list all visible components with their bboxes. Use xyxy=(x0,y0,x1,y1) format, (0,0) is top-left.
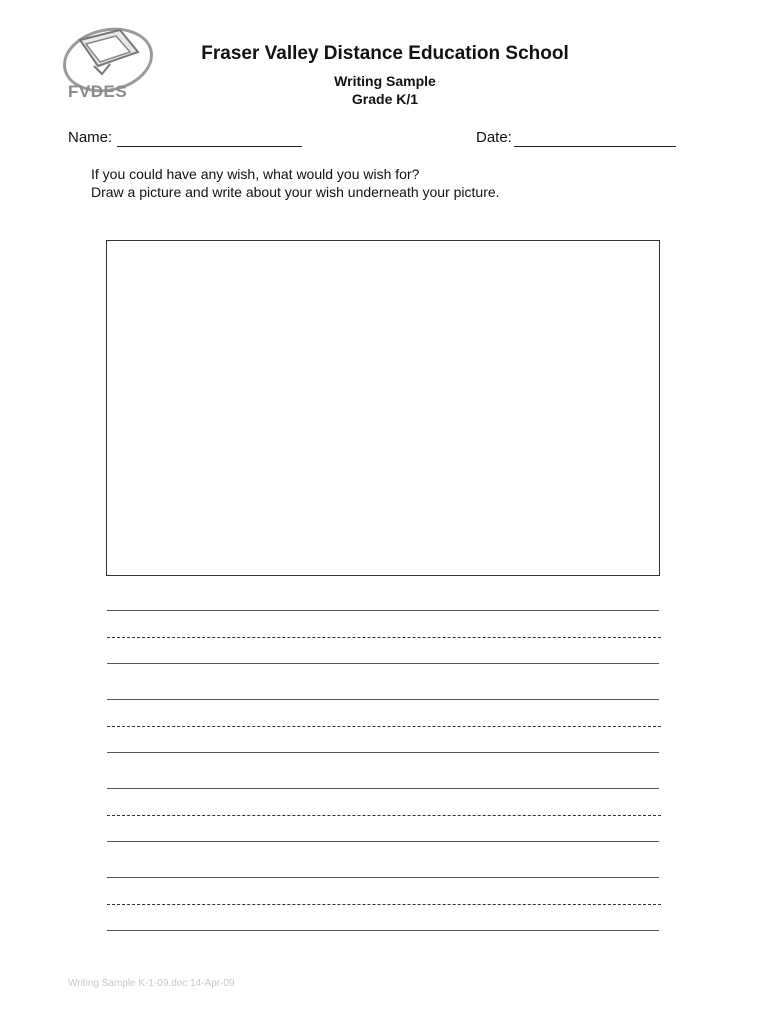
instruction-line-1: If you could have any wish, what would you wish for? xyxy=(91,166,420,182)
writing-line-top[interactable] xyxy=(107,877,659,878)
name-label: Name: xyxy=(68,129,113,146)
name-field[interactable] xyxy=(117,145,302,147)
writing-line-top[interactable] xyxy=(107,699,659,700)
writing-line-mid xyxy=(107,637,661,638)
writing-line-base[interactable] xyxy=(107,663,659,664)
writing-line-base[interactable] xyxy=(107,930,659,931)
writing-line-top[interactable] xyxy=(107,610,659,611)
logo-text: FVDES xyxy=(68,82,128,101)
drawing-box[interactable] xyxy=(106,240,660,576)
writing-line-top[interactable] xyxy=(107,788,659,789)
writing-line-mid xyxy=(107,904,661,905)
date-field[interactable] xyxy=(514,145,676,147)
document-subtitle: Writing Sample xyxy=(334,73,436,89)
writing-line-base[interactable] xyxy=(107,752,659,753)
grade-label: Grade K/1 xyxy=(351,91,419,107)
writing-line-base[interactable] xyxy=(107,841,659,842)
school-logo xyxy=(58,22,158,108)
page-title: Fraser Valley Distance Education School xyxy=(201,43,569,64)
writing-line-mid xyxy=(107,815,661,816)
instruction-line-2: Draw a picture and write about your wish underneath your picture. xyxy=(91,184,500,200)
footer-filename: Writing Sample K-1-09.doc 14-Apr-09 xyxy=(68,978,235,989)
date-label: Date: xyxy=(476,129,512,146)
writing-line-mid xyxy=(107,726,661,727)
